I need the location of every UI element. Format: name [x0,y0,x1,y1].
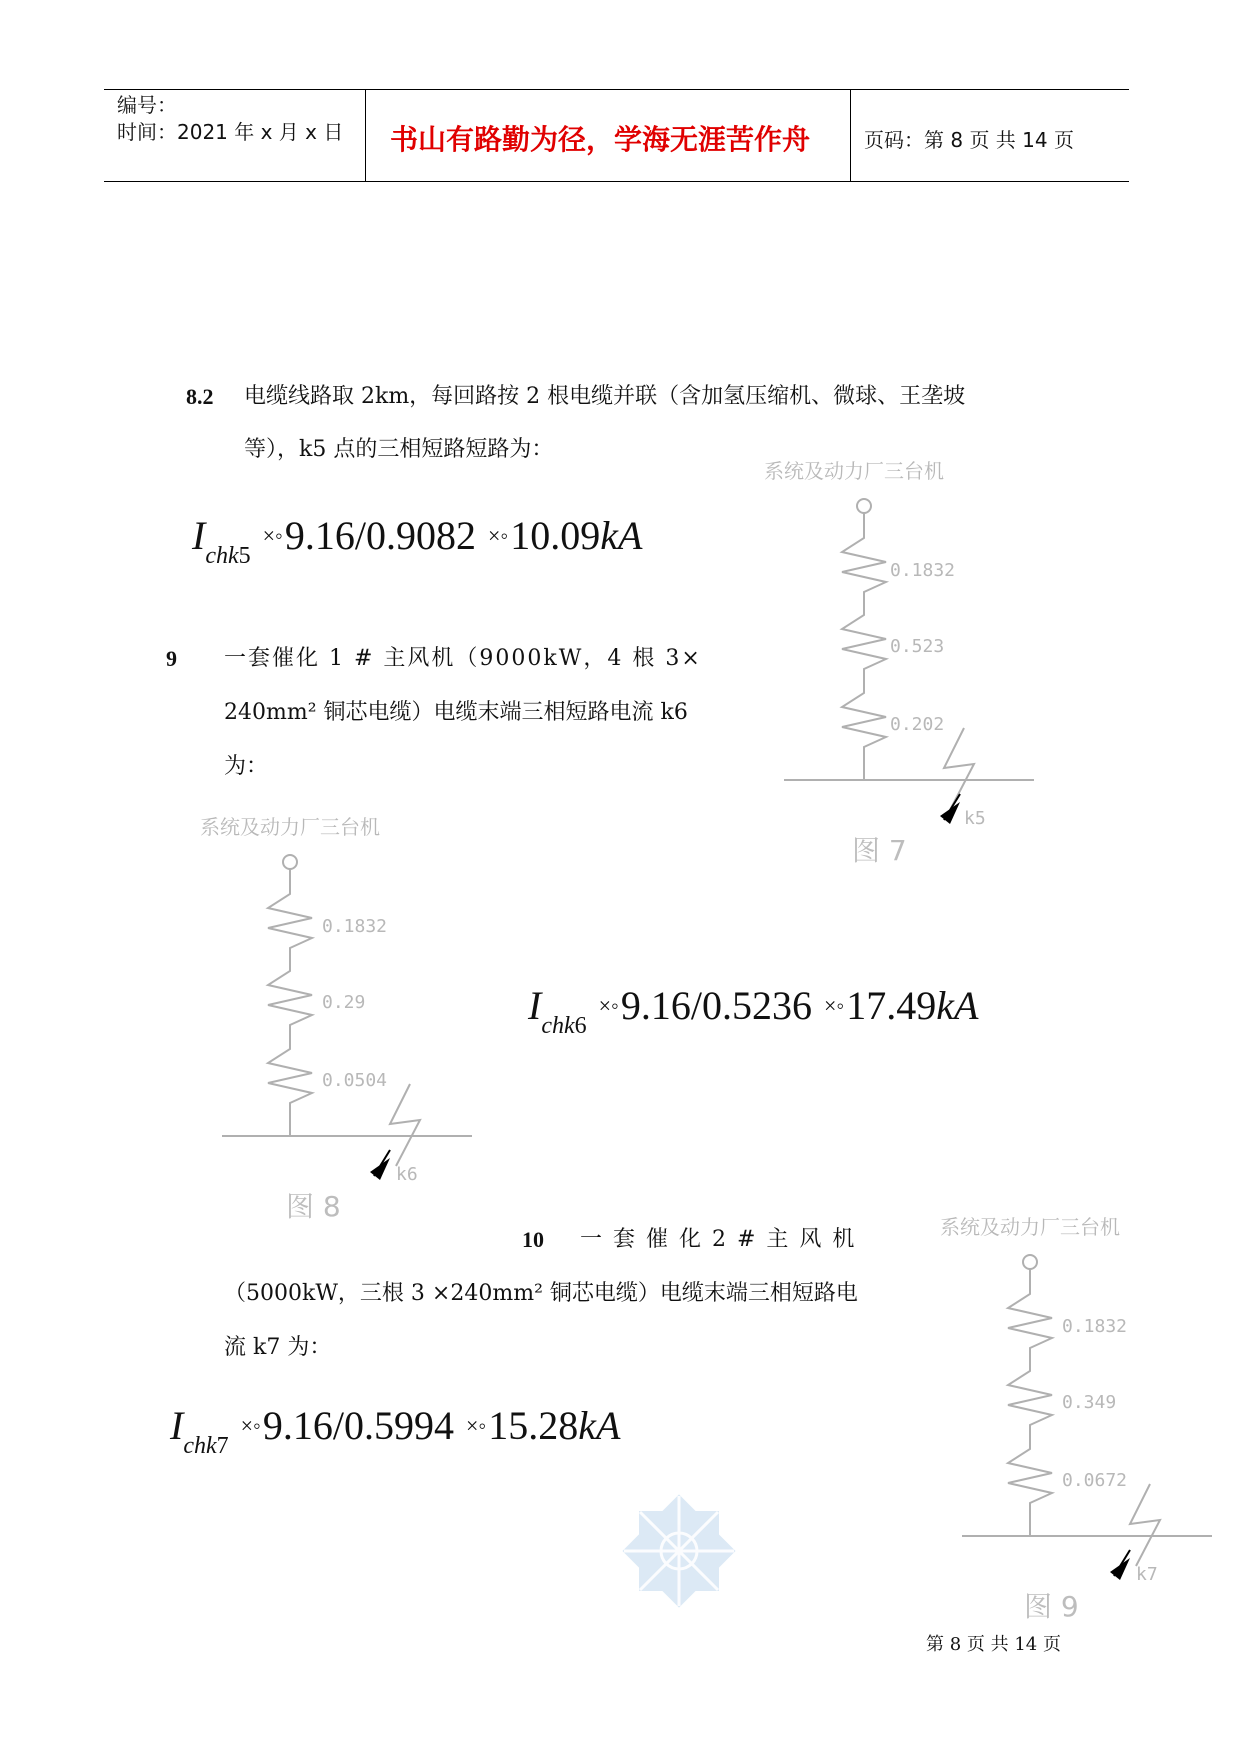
formula-operator: ×◦ [487,523,509,548]
figure-label: 图 7 [852,834,907,867]
circuit-diagram-fig7 [764,450,1064,870]
formula-result: 17.49 [846,983,937,1028]
section-text-line: 流 k7 为： [224,1335,332,1360]
page-footer: 第 8 页 共 14 页 [926,1634,1061,1655]
formula-result: 10.09 [510,513,601,558]
figure-label: 图 9 [1024,1590,1079,1623]
diagram-title: 系统及动力厂三台机 [940,1215,1120,1239]
fault-arrow [940,802,960,824]
header-page-info: 页码：第 8 页 共 14 页 [864,128,1074,152]
watermark-logo [604,1476,754,1626]
fault-bolt [944,728,974,810]
circuit-diagram-fig8 [200,806,500,1226]
section-text-line: 240mm² 铜芯电缆）电缆末端三相短路电流 k6 [224,700,688,725]
fault-arrow [370,1158,390,1180]
impedance-value: 0.29 [322,992,366,1013]
formula-expression: 9.16/0.5994 [262,1403,454,1448]
fault-bolt [1130,1484,1160,1566]
serial-label: 编号： [117,93,177,117]
formula-symbol: I [192,513,206,558]
section-text-line: 电缆线路取 2km，每回路按 2 根电缆并联（含加氢压缩机、微球、王垄坡 [244,384,966,409]
fault-bolt [390,1084,420,1166]
section-text-line: 等），k5 点的三相短路短路为： [244,437,554,462]
formula-unit: kA [936,983,979,1028]
formula-operator: ×◦ [465,1413,487,1438]
formula-subscript: chk5 [205,543,251,569]
header-motto: 书山有路勤为径，学海无涯苦作舟 [390,123,811,156]
diagram-title: 系统及动力厂三台机 [764,459,944,483]
header-divider-left [365,89,366,182]
formula-operator: ×◦ [823,993,845,1018]
impedance-value: 0.0672 [1062,1470,1128,1491]
header-top-rule [104,89,1129,90]
formula-result: 15.28 [488,1403,579,1448]
formula-expression: 9.16/0.5236 [620,983,812,1028]
formula-unit: kA [600,513,643,558]
formula-operator: ×◦ [598,993,619,1018]
formula-symbol: I [528,983,542,1028]
formula-operator: ×◦ [262,523,283,548]
formula-k6 [528,982,979,1039]
impedance-chain [1008,1269,1052,1536]
fault-point-label: k5 [964,808,986,829]
impedance-value: 0.0504 [322,1070,388,1091]
section-text-line: 为： [224,754,269,779]
section-number: 9 [166,646,177,671]
formula-subscript: chk7 [183,1433,229,1459]
impedance-chain [268,869,312,1136]
formula-unit: kA [578,1403,621,1448]
formula-symbol: I [170,1403,184,1448]
diagram-title: 系统及动力厂三台机 [200,815,380,839]
fault-point-label: k6 [396,1164,418,1185]
impedance-value: 0.1832 [890,560,956,581]
circuit-diagram-fig9 [940,1206,1240,1626]
section-text-line: 一套催化 1 # 主风机（9000kW，4 根 3× [224,646,702,671]
figure-label: 图 8 [286,1190,341,1223]
impedance-value: 0.349 [1062,1392,1117,1413]
section-number: 10 [522,1227,544,1252]
impedance-value: 0.1832 [1062,1316,1128,1337]
impedance-value: 0.1832 [322,916,388,937]
fault-point-label: k7 [1136,1564,1158,1585]
formula-subscript: chk6 [541,1013,587,1039]
formula-k5 [192,512,643,569]
impedance-value: 0.202 [890,714,945,735]
source-node [283,855,297,869]
header-bottom-rule [104,181,1129,182]
source-node [1023,1255,1037,1269]
formula-k7 [170,1402,621,1459]
formula-expression: 9.16/0.9082 [284,513,476,558]
time-label: 时间：2021 年 x 月 x 日 [117,120,344,144]
fault-arrow [1110,1558,1130,1580]
section-text-line: 一 套 催 化 2 # 主 风 机 [580,1227,857,1252]
header-divider-right [850,89,851,182]
section-number: 8.2 [186,384,214,409]
impedance-chain [842,513,886,780]
source-node [857,499,871,513]
impedance-value: 0.523 [890,636,945,657]
formula-operator: ×◦ [240,1413,261,1438]
section-text-line: （5000kW，三根 3 ×240mm² 铜芯电缆）电缆末端三相短路电 [224,1281,858,1306]
